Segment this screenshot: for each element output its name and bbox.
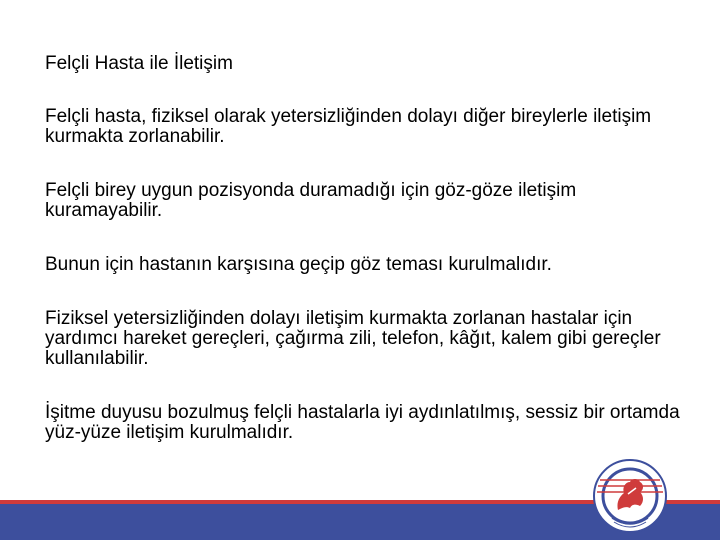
paragraph-5: İşitme duyusu bozulmuş felçli hastalarla iyi aydınlatılmış, sessiz bir ortamda yüz-yüze iletişim kurulmalıdır. (45, 402, 680, 443)
slide-title: Felçli Hasta ile İletişim (45, 53, 233, 74)
paragraph-3: Bunun için hastanın karşısına geçip göz teması kurulmalıdır. (45, 254, 552, 275)
paragraph-1: Felçli hasta, fiziksel olarak yetersizliğinden dolayı diğer bireylerle iletişim kurmakta zorlanabilir. (45, 106, 652, 147)
paragraph-4: Fiziksel yetersizliğinden dolayı iletişim kurmakta zorlanan hastalar için yardımcı hareket gereçleri, çağırma zili, telefon, kâğıt, kalem gibi gereçler kullanılabilir. (45, 308, 661, 369)
university-seal-icon (592, 458, 668, 534)
slide-content (45, 54, 695, 477)
paragraph-2: Felçli birey uygun pozisyonda duramadığı için göz-göze iletişim kuramayabilir. (45, 180, 577, 221)
